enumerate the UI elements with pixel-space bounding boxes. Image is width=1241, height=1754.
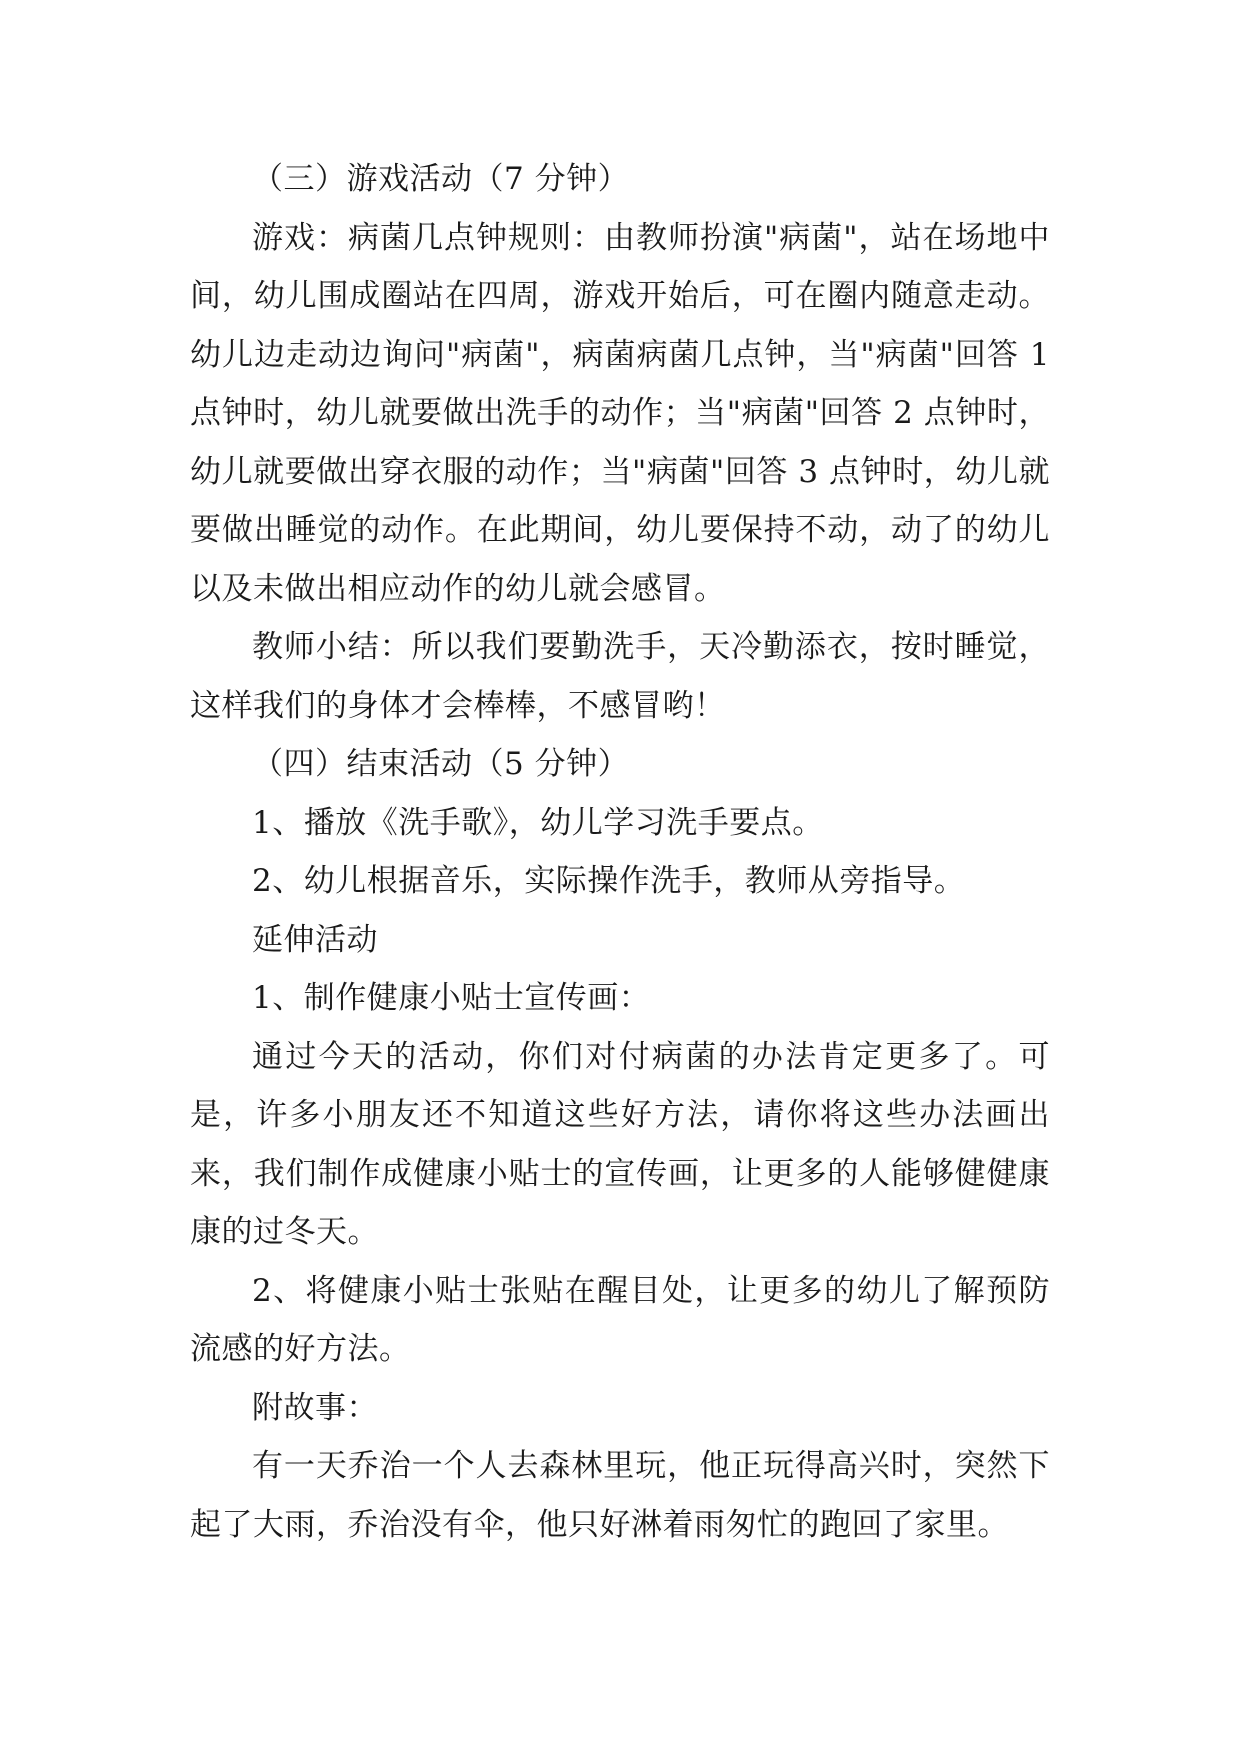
section-heading-story: 附故事： bbox=[252, 1389, 378, 1426]
paragraph-game-rules: 游戏：病菌几点钟规则：由教师扮演"病菌"，站在场地中间，幼儿围成圈站在四周，游戏开始后，可在圈内随意走动。幼儿边走动边询问"病菌"，病菌病菌几点钟，当"病菌"回答 1 点钟时，幼儿就要做出洗手的动作；当"病菌"回答 2 点钟时，幼儿就要做出穿衣服的动作；当"病菌"回答 3 点钟时，幼儿就要做出睡觉的动作。在此期间，幼儿要保持不动，动了的幼儿以及未做出相应动作的幼儿就会感冒。 bbox=[190, 219, 1050, 607]
section-heading-extension-activity: 延伸活动 bbox=[252, 921, 378, 958]
list-item-make-poster: 1、制作健康小贴士宣传画： bbox=[252, 980, 651, 1016]
section-heading-game-activity: （三）游戏活动（7 分钟） bbox=[252, 161, 630, 197]
list-item-post-tips: 2、将健康小贴士张贴在醒目处，让更多的幼儿了解预防流感的好方法。 bbox=[190, 1272, 1050, 1367]
paragraph-story: 有一天乔治一个人去森林里玩，他正玩得高兴时，突然下起了大雨，乔治没有伞，他只好淋着雨匆忙的跑回了家里。 bbox=[190, 1448, 1050, 1543]
section-heading-closing-activity: （四）结束活动（5 分钟） bbox=[252, 746, 630, 782]
paragraph-teacher-summary: 教师小结：所以我们要勤洗手，天冷勤添衣，按时睡觉，这样我们的身体才会棒棒，不感冒哟！ bbox=[190, 629, 1050, 724]
paragraph-poster-description: 通过今天的活动，你们对付病菌的办法肯定更多了。可是，许多小朋友还不知道这些好方法，请你将这些办法画出来，我们制作成健康小贴士的宣传画，让更多的人能够健健康康的过冬天。 bbox=[190, 1038, 1050, 1250]
list-item-play-song: 1、播放《洗手歌》，幼儿学习洗手要点。 bbox=[252, 804, 824, 841]
list-item-practice-washing: 2、幼儿根据音乐，实际操作洗手，教师从旁指导。 bbox=[252, 863, 966, 899]
document-page bbox=[190, 150, 1050, 1554]
